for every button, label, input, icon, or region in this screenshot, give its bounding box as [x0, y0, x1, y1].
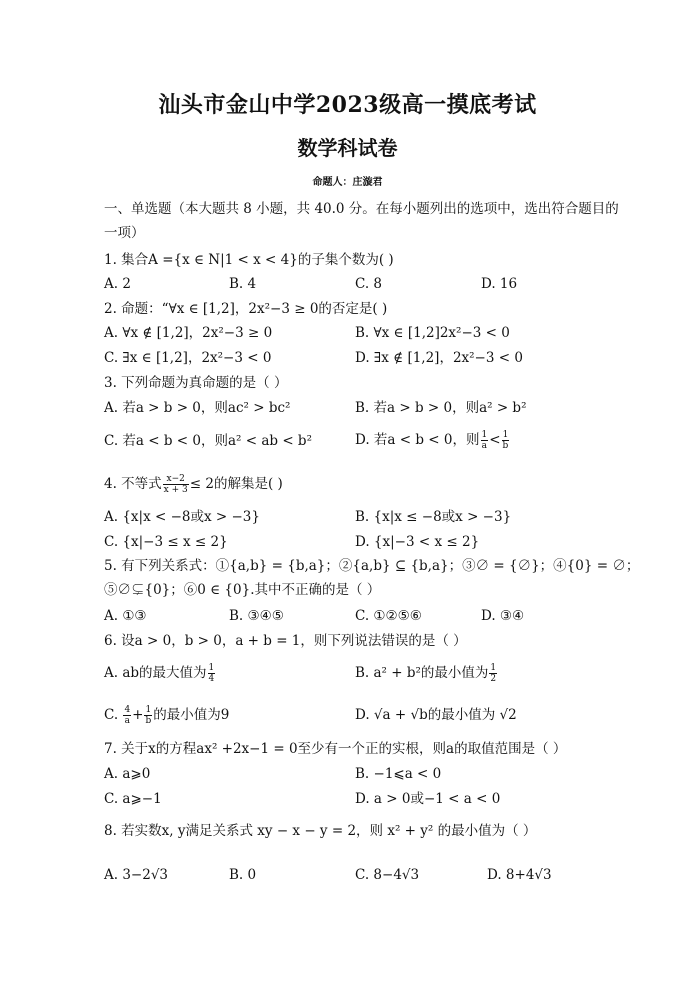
- q3-option-d: D. 若a < b < 0，则 $\frac{1}{a}$ < $\frac{1}{b}$: [355, 430, 509, 451]
- q6-option-a-text: A. ab的最大值为: [104, 665, 207, 681]
- q7-option-b: B. −1⩽a < 0: [355, 766, 442, 782]
- q2-option-b: B. ∀x ∈ [1,2]2x²−3 < 0: [355, 325, 510, 341]
- q3-stem: 3. 下列命题为真命题的是（ ）: [104, 375, 288, 391]
- q8-option-d: D. 8+4√3: [487, 867, 552, 883]
- q5-option-d: D. ③④: [481, 608, 525, 624]
- q8-option-b: B. 0: [229, 867, 257, 883]
- q3-option-c: C. 若a < b < 0，则a² < ab < b²: [104, 433, 312, 449]
- fraction-1-over-4: $\frac{1}{4}$: [208, 663, 215, 684]
- q6-option-c: C. $\frac{4}{a}$ + $\frac{1}{b}$ 的最小值为9: [104, 705, 230, 726]
- q4-option-d: D. {x|−3 < x ≤ 2}: [355, 534, 480, 550]
- q6-stem: 6. 设a > 0，b > 0，a + b = 1，则下列说法错误的是（ ）: [104, 633, 467, 649]
- q4-option-c: C. {x|−3 ≤ x ≤ 2}: [104, 534, 228, 550]
- exam-title: 汕头市金山中学2023级高一摸底考试: [158, 92, 537, 118]
- q5-stem-line2: ⑤∅⊊{0}；⑥0 ∈ {0}.其中不正确的是（ ）: [104, 582, 381, 598]
- q5-option-b: B. ③④⑤: [229, 608, 284, 624]
- q1-option-b: B. 4: [229, 276, 257, 292]
- q7-stem: 7. 关于x的方程ax² +2x−1 = 0至少有一个正的实根，则a的取值范围是（ ）: [104, 741, 567, 757]
- q2-option-c: C. ∃x ∈ [1,2]，2x²−3 < 0: [104, 350, 272, 366]
- q4-fraction: [163, 474, 189, 495]
- q4-fraction-den: x + 3: [163, 485, 188, 495]
- q2-option-d: D. ∃x ∉ [1,2]，2x²−3 < 0: [355, 350, 523, 366]
- q6-option-d: D. √a + √b的最小值为 √2: [355, 707, 517, 723]
- exam-subtitle: 数学科试卷: [297, 136, 398, 160]
- q6-option-b: [355, 663, 498, 684]
- q6-option-b-text: B. a² + b²的最小值为: [355, 665, 489, 681]
- q4-fraction-num: x−2: [163, 474, 189, 485]
- q8-option-a: A. 3−2√3: [104, 867, 169, 883]
- q2-stem: 2. 命题：“∀x ∈ [1,2]，2x²−3 ≥ 0的否定是( ): [104, 301, 388, 317]
- q3-option-d-text: D. 若a < b < 0，则: [355, 432, 480, 448]
- section-heading: 一、单选题（本大题共 8 小题，共 40.0 分。在每小题列出的选项中，选出符合题目的一项）: [104, 201, 619, 241]
- q1-option-c: C. 8: [355, 276, 383, 292]
- fraction-1-over-b-c: $\frac{1}{b}$: [145, 705, 152, 726]
- q4-stem-suffix: ≤ 2的解集是( ): [189, 476, 283, 492]
- author-line: 命题人：庄漩君: [312, 177, 383, 188]
- fraction-1-over-a: $\frac{1}{a}$: [481, 430, 488, 451]
- q3-option-a: A. 若a > b > 0，则ac² > bc²: [104, 400, 291, 416]
- q4-stem: [104, 474, 283, 495]
- q4-stem-prefix: 4. 不等式: [104, 476, 162, 492]
- q7-option-c: C. a⩾−1: [104, 791, 162, 807]
- q3-option-b: B. 若a > b > 0，则a² > b²: [355, 400, 527, 416]
- q5-option-c: C. ①②⑤⑥: [355, 608, 422, 624]
- q8-option-c: C. 8−4√3: [355, 867, 420, 883]
- q5-option-a: A. ①③: [104, 608, 147, 624]
- q6-option-a: [104, 663, 216, 684]
- fraction-4-over-a: $\frac{4}{a}$: [124, 705, 131, 726]
- q1-option-d: D. 16: [481, 276, 518, 292]
- q4-option-a: A. {x|x < −8或x > −3}: [104, 509, 260, 525]
- q1-stem: 1. 集合A ={x ∈ N|1 < x < 4}的子集个数为( ): [104, 252, 394, 268]
- q2-option-a: A. ∀x ∉ [1,2]，2x²−3 ≥ 0: [104, 325, 273, 341]
- q7-option-a: A. a⩾0: [104, 766, 151, 782]
- q6-option-c-text: 的最小值为9: [153, 707, 230, 723]
- q5-stem-line1: 5. 有下列关系式：①{a,b} = {b,a}；②{a,b} ⊆ {b,a}；③∅ = {∅}；④{0} = ∅；: [104, 558, 640, 574]
- fraction-1-over-2: $\frac{1}{2}$: [490, 663, 497, 684]
- fraction-1-over-b: $\frac{1}{b}$: [502, 430, 509, 451]
- q4-option-b: B. {x|x ≤ −8或x > −3}: [355, 509, 512, 525]
- q1-option-a: A. 2: [104, 276, 131, 292]
- q7-option-d: D. a > 0或−1 < a < 0: [355, 791, 501, 807]
- q8-stem: 8. 若实数x, y满足关系式 xy − x − y = 2，则 x² + y² 的最小值为（ ）: [104, 823, 537, 839]
